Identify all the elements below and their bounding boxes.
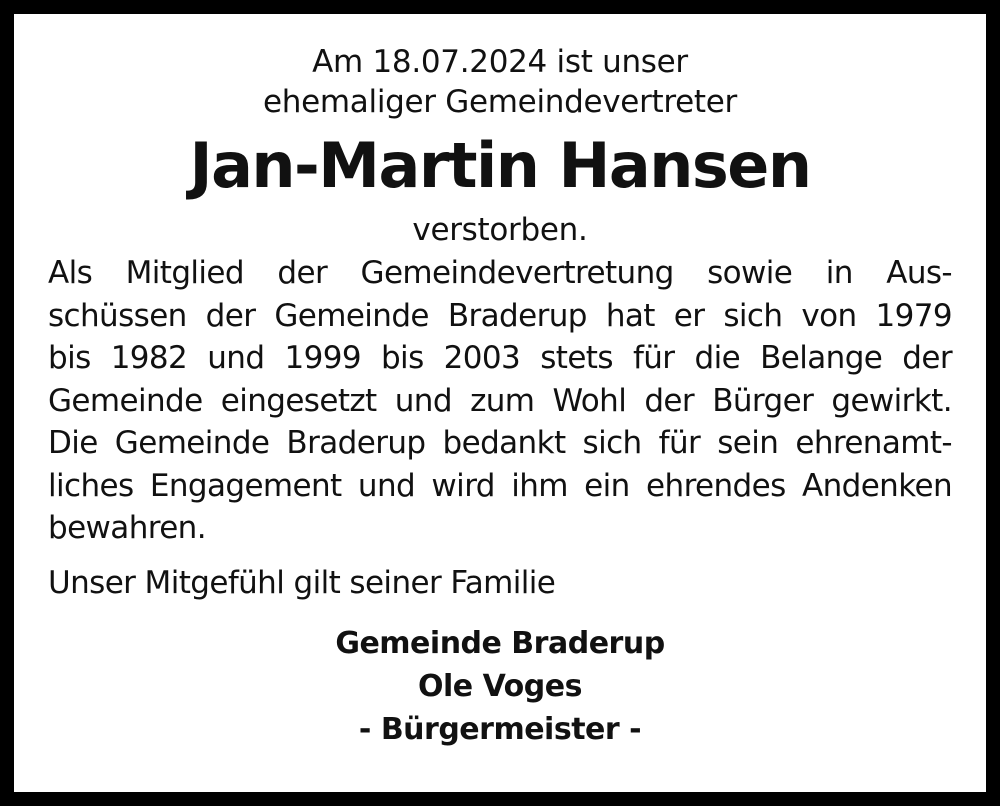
tribute-text (48, 252, 952, 550)
sympathy-line: Unser Mitgefühl gilt seiner Familie (48, 564, 556, 601)
tribute-line: Die Gemeinde Braderup bedankt sich für sein ehrenamt- (48, 425, 952, 461)
signature-person: Ole Voges (418, 668, 582, 704)
intro-role-line: ehemaliger Gemeindevertreter (263, 84, 737, 120)
signature-block (48, 622, 952, 751)
signature-organization: Gemeinde Braderup (335, 625, 665, 661)
intro-date-line: Am 18.07.2024 ist unser (312, 44, 688, 80)
signature-role: - Bürgermeister - (358, 711, 642, 747)
tribute-line: schüssen der Gemeinde Braderup hat er sich von 1979 (48, 297, 952, 334)
tribute-line: Als Mitglied der Gemeindevertretung sowie in Aus- (48, 255, 952, 291)
tribute-line: bis 1982 und 1999 bis 2003 stets für die Belange der (48, 340, 952, 376)
notice-content (48, 42, 952, 751)
tribute-line: liches Engagement und wird ihm ein ehrendes Andenken (48, 467, 952, 504)
tribute-line: Gemeinde eingesetzt und zum Wohl der Bürger gewirkt. (48, 382, 952, 419)
deceased-name: Jan-Martin Hansen (189, 129, 811, 202)
intro-block (48, 42, 952, 122)
deceased-statement: verstorben. (412, 212, 588, 248)
tribute-line: bewahren. (48, 510, 206, 546)
